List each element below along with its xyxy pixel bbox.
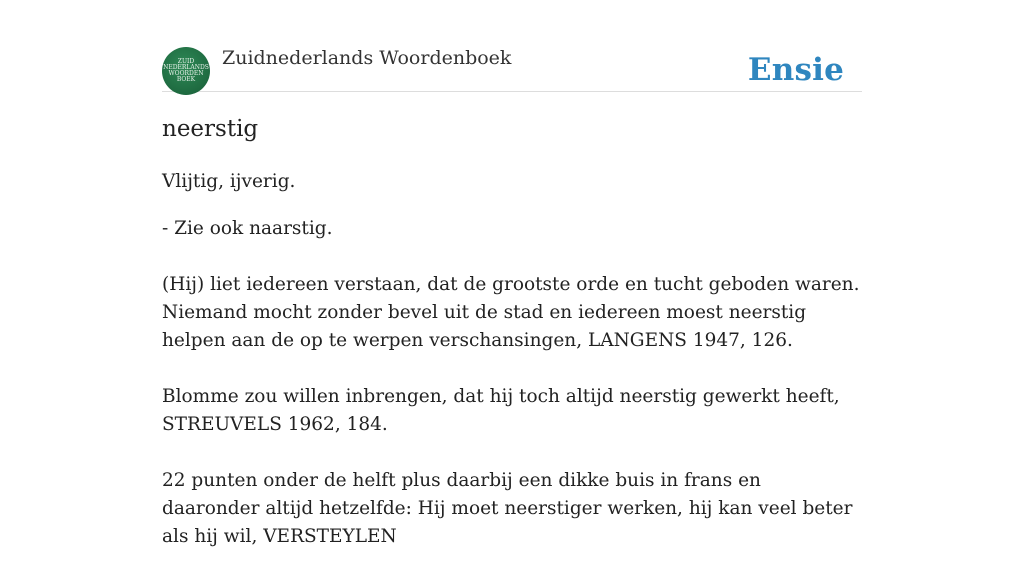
site-title-link[interactable]: Zuidnederlands Woordenboek (222, 47, 512, 69)
see-also-text: - Zie ook naarstig. (162, 218, 333, 239)
logo-line: NEDERLANDS (163, 64, 209, 71)
page-title: neerstig (162, 116, 259, 142)
site-header (162, 44, 862, 92)
logo-line: WOORDEN (168, 70, 204, 77)
quote-paragraph: Blomme zou willen inbrengen, dat hij toch altijd neerstig gewerkt heeft, STREUVELS 1962, 184. (162, 386, 840, 435)
dictionary-logo[interactable] (162, 47, 210, 95)
logo-line: ZUID (177, 58, 195, 65)
definition-text: Vlijtig, ijverig. (162, 171, 296, 192)
entry-body (162, 168, 862, 579)
quote-paragraph: (Hij) liet iedereen verstaan, dat de grootste orde en tucht geboden waren. Niemand mocht zonder bevel uit de stad en iedereen moest neerstig helpen aan de op te werpen verschansingen, LANGENS 1947, 126. (162, 274, 860, 351)
ensie-brand-link[interactable]: Ensie (747, 52, 844, 88)
quote-paragraph: 22 punten onder de helft plus daarbij een dikke buis in frans en daaronder altijd hetzelfde: Hij moet neerstiger werken, hij kan veel beter als hij wil, VERSTEYLEN (162, 470, 853, 547)
logo-line: BOEK (176, 76, 196, 83)
